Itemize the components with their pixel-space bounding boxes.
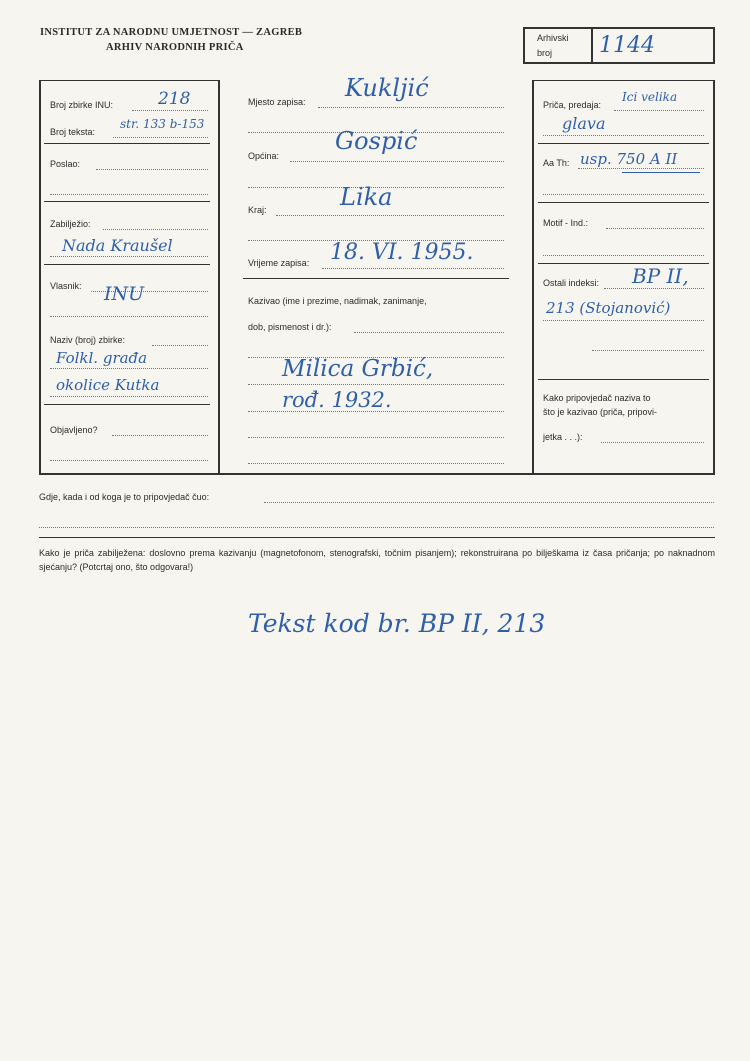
municipality-label: Općina: bbox=[248, 151, 280, 161]
text-no-value: str. 133 b-153 bbox=[120, 117, 205, 131]
date-value: 18. VI. 1955. bbox=[330, 240, 474, 265]
recorded-by-value: Nada Kraušel bbox=[62, 236, 173, 255]
how-called-label-2: što je kazivao (priča, pripovi- bbox=[543, 407, 658, 417]
where-label: Gdje, kada i od koga je to pripovjedač čuo: bbox=[39, 492, 210, 502]
archive-title: ARHIV NARODNIH PRIČA bbox=[106, 42, 244, 53]
story-value-2: glava bbox=[562, 114, 606, 133]
owner-label: Vlasnik: bbox=[50, 281, 82, 291]
date-label: Vrijeme zapisa: bbox=[248, 258, 310, 268]
how-recorded-text: Kako je priča zabilježena: doslovno prema kazivanju (magnetofonom, stenografski, točnim pisanjem); rekonstruirana po bilješkama iz časa pričanja; po naknadnom sjećanju? (Potcrtaj ono, što odgovara!) bbox=[39, 548, 715, 572]
inu-label: Broj zbirke INU: bbox=[50, 100, 114, 110]
place-value: Kukljić bbox=[345, 74, 429, 102]
collection-value-1: Folkl. građa bbox=[56, 349, 148, 367]
archive-number-box bbox=[523, 27, 715, 64]
aath-underline bbox=[622, 172, 700, 173]
how-called-label-1: Kako pripovjedač naziva to bbox=[543, 393, 651, 403]
narrator-label-1: Kazivao (ime i prezime, nadimak, zanimanje, bbox=[248, 296, 427, 306]
institute-title: INSTITUT ZA NARODNU UMJETNOST — ZAGREB bbox=[40, 27, 303, 38]
motif-label: Motif - Ind.: bbox=[543, 218, 589, 228]
recorded-by-label: Zabilježio: bbox=[50, 219, 91, 229]
handwritten-note: Tekst kod br. BP II, 213 bbox=[248, 609, 546, 638]
sent-label: Poslao: bbox=[50, 159, 81, 169]
other-indices-value-2: 213 (Stojanović) bbox=[546, 299, 671, 317]
other-indices-value-1: BP II, bbox=[632, 264, 689, 288]
how-called-label-3: jetka . . .): bbox=[543, 432, 583, 442]
other-indices-label: Ostali indeksi: bbox=[543, 278, 600, 288]
narrator-value-2: rođ. 1932. bbox=[282, 388, 392, 412]
published-label: Objavljeno? bbox=[50, 425, 98, 435]
narrator-label-2: dob, pismenost i dr.): bbox=[248, 322, 332, 332]
collection-value-2: okolice Kutka bbox=[56, 376, 160, 394]
owner-value: INU bbox=[104, 283, 145, 305]
archive-number-label-2: broj bbox=[537, 48, 553, 58]
text-no-label: Broj teksta: bbox=[50, 127, 96, 137]
collection-label: Naziv (broj) zbirke: bbox=[50, 335, 126, 345]
aath-value: usp. 750 A II bbox=[580, 150, 678, 168]
archive-number-value: 1144 bbox=[599, 33, 655, 58]
archive-number-label: Arhivski bbox=[537, 33, 569, 43]
municipality-value: Gospić bbox=[335, 127, 418, 155]
story-label: Priča, predaja: bbox=[543, 100, 602, 110]
narrator-value-1: Milica Grbić, bbox=[282, 356, 434, 382]
story-value-1: Ici velika bbox=[622, 90, 678, 104]
place-label: Mjesto zapisa: bbox=[248, 97, 306, 107]
inu-value: 218 bbox=[158, 89, 191, 109]
region-label: Kraj: bbox=[248, 205, 267, 215]
aath-label: Aa Th: bbox=[543, 158, 570, 168]
region-value: Lika bbox=[340, 183, 393, 211]
